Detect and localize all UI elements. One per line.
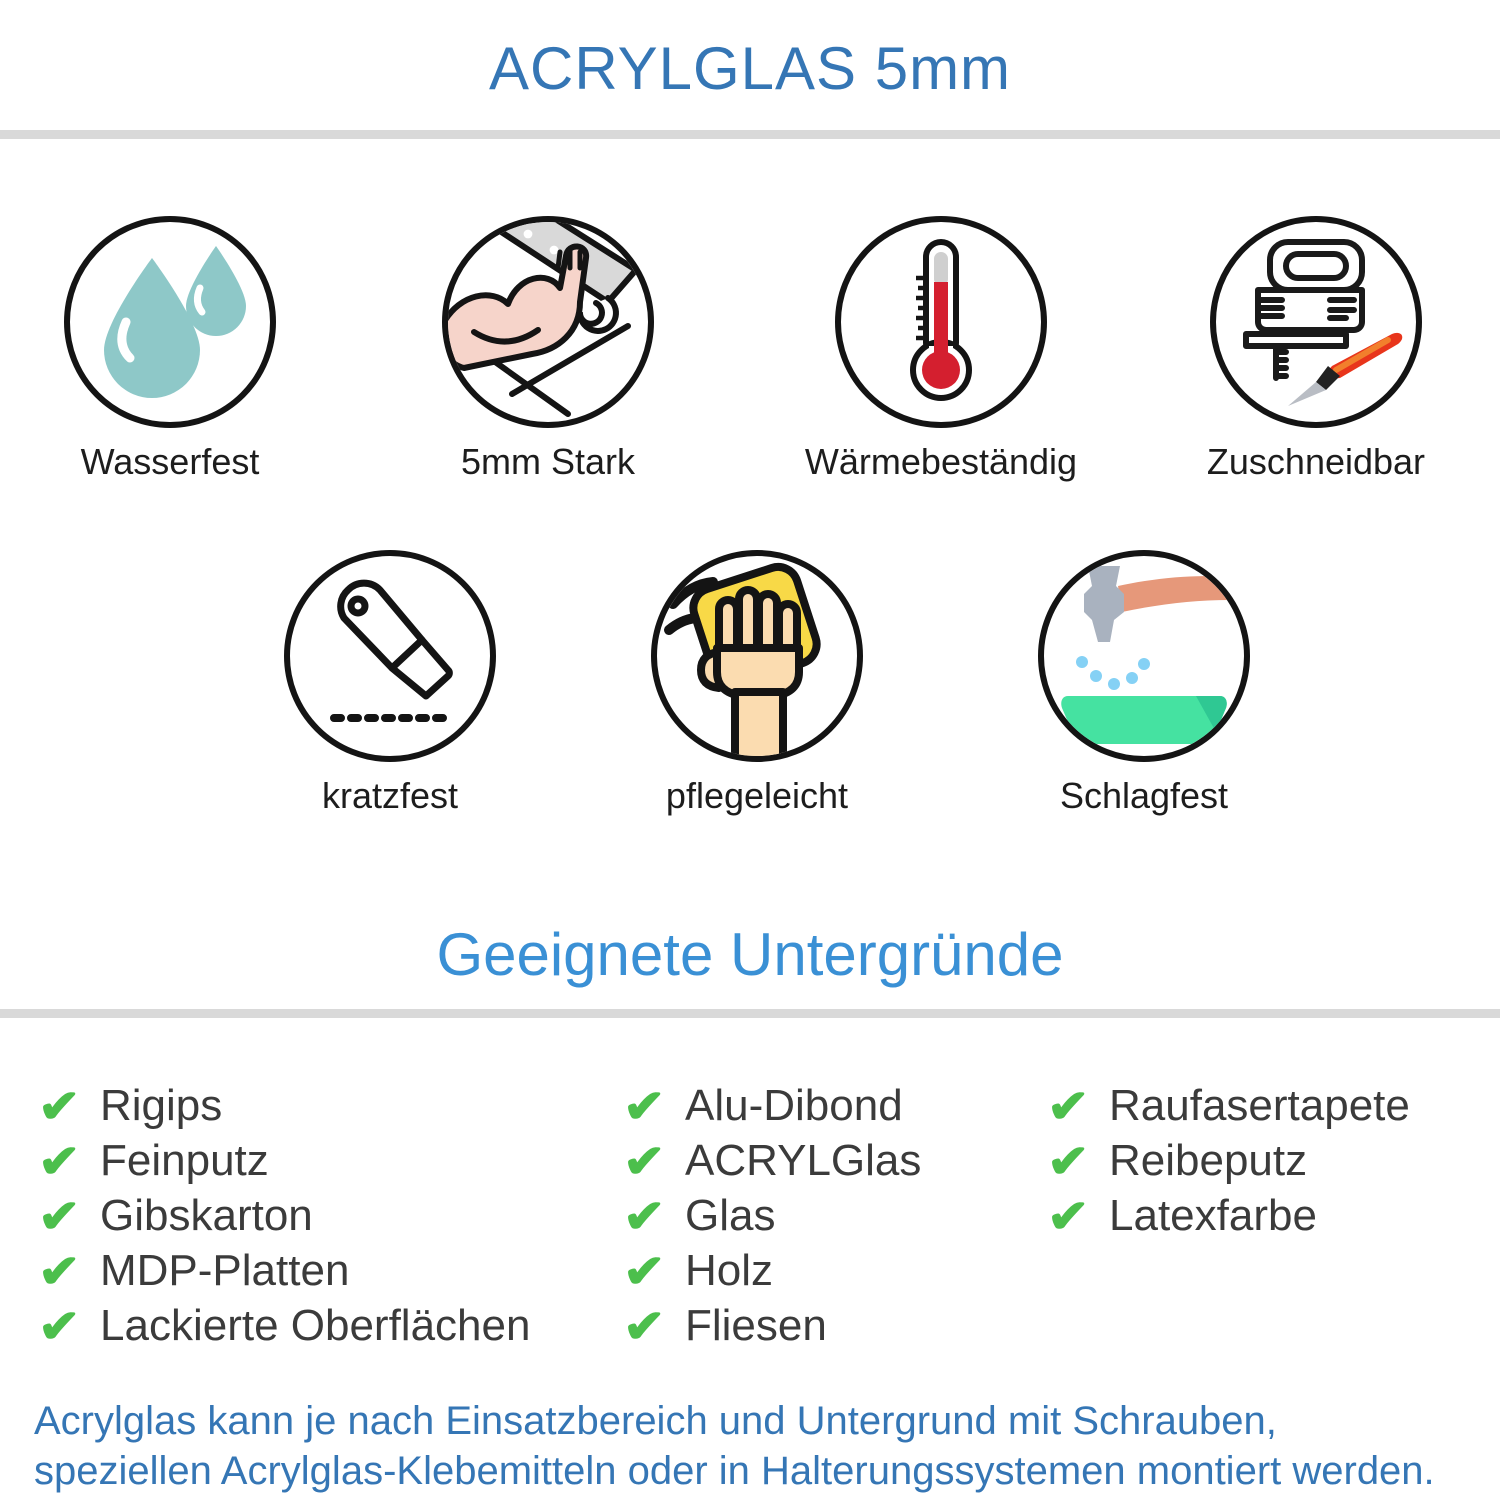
divider-top	[0, 130, 1500, 139]
flexed-arm-roll-icon	[442, 216, 654, 428]
substrate-item: ✔ Reibeputz	[1047, 1134, 1308, 1187]
feature-scratch-resistant	[220, 550, 560, 817]
thermometer-icon	[835, 216, 1047, 428]
footer-note	[34, 1396, 1435, 1496]
check-icon: ✔	[38, 1299, 81, 1352]
utility-knife-icon	[284, 550, 496, 762]
check-icon: ✔	[1047, 1079, 1090, 1132]
feature-heat-resistant	[771, 216, 1111, 483]
substrate-item: ✔ Feinputz	[38, 1134, 269, 1187]
substrate-item: ✔ Lackierte Oberflächen	[38, 1299, 531, 1352]
check-icon: ✔	[38, 1079, 81, 1132]
jigsaw-knife-icon	[1210, 216, 1422, 428]
check-icon: ✔	[38, 1244, 81, 1297]
check-icon: ✔	[38, 1134, 81, 1187]
feature-label: Zuschneidbar	[1206, 441, 1426, 482]
substrate-item: ✔ Holz	[623, 1244, 774, 1297]
feature-label: pflegeleicht	[665, 775, 849, 816]
hammer-icon	[1038, 550, 1250, 762]
feature-cuttable	[1146, 216, 1486, 483]
check-icon: ✔	[1047, 1189, 1090, 1242]
substrate-item: ✔ MDP-Platten	[38, 1244, 350, 1297]
substrate-item: ✔ Gibskarton	[38, 1189, 313, 1242]
feature-label: kratzfest	[321, 775, 459, 816]
check-icon: ✔	[623, 1079, 666, 1132]
substrate-item: ✔ Latexfarbe	[1047, 1189, 1317, 1242]
check-icon: ✔	[1047, 1134, 1090, 1187]
hand-cloth-icon	[651, 550, 863, 762]
footer-line-1: Acrylglas kann je nach Einsatzbereich und Untergrund mit Schrauben,	[34, 1399, 1277, 1443]
substrate-item: ✔ ACRYLGlas	[623, 1134, 922, 1187]
check-icon: ✔	[623, 1299, 666, 1352]
feature-waterproof	[0, 216, 340, 483]
page-title: ACRYLGLAS 5mm	[488, 35, 1012, 102]
substrate-item: ✔ Rigips	[38, 1079, 223, 1132]
feature-thickness	[378, 216, 718, 483]
substrate-column-1	[38, 1078, 530, 1353]
water-drops-icon	[64, 216, 276, 428]
feature-impact-resistant	[974, 550, 1314, 817]
footer-line-2: speziellen Acrylglas-Klebemitteln oder in Halterungssystemen montiert werden.	[34, 1449, 1435, 1493]
section-title: Geeignete Untergründe	[436, 921, 1064, 988]
check-icon: ✔	[38, 1189, 81, 1242]
substrate-item: ✔ Fliesen	[623, 1299, 827, 1352]
feature-label: 5mm Stark	[460, 441, 636, 482]
substrate-item: ✔ Glas	[623, 1189, 776, 1242]
substrate-column-3	[1047, 1078, 1410, 1243]
check-icon: ✔	[623, 1244, 666, 1297]
substrate-column-2	[623, 1078, 921, 1353]
substrate-item: ✔ Alu-Dibond	[623, 1079, 903, 1132]
feature-label: Schlagfest	[1059, 775, 1229, 816]
feature-easy-care	[587, 550, 927, 817]
feature-label: Wärmebeständig	[804, 441, 1078, 482]
check-icon: ✔	[623, 1189, 666, 1242]
check-icon: ✔	[623, 1134, 666, 1187]
divider-middle	[0, 1009, 1500, 1018]
feature-label: Wasserfest	[80, 441, 260, 482]
substrate-item: ✔ Raufasertapete	[1047, 1079, 1410, 1132]
